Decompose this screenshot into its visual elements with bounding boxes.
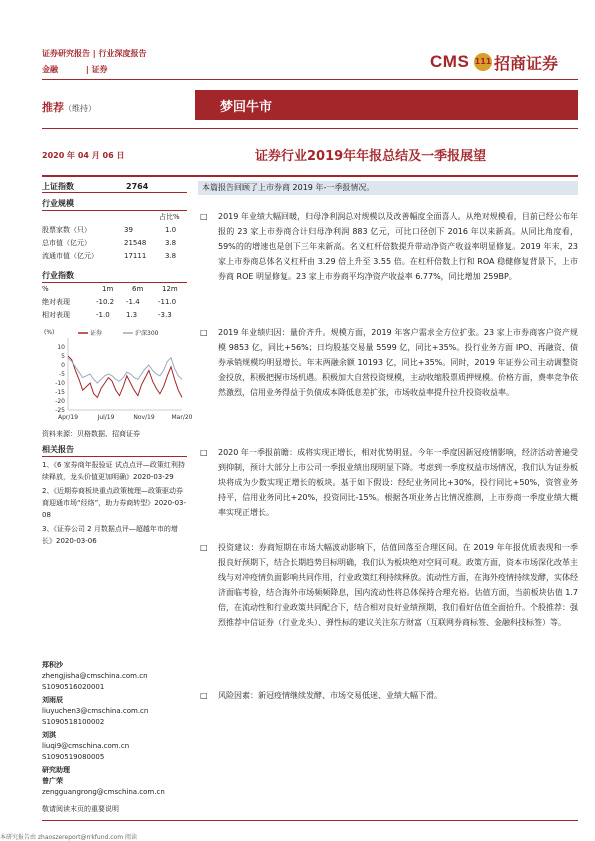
legend-label: 沪深300 [135, 330, 159, 337]
scale-label: 总市值（亿元） [42, 239, 91, 247]
report-date: 2020 年 04 月 06 日 [42, 151, 125, 160]
rating: 推荐（维持） [42, 101, 96, 114]
analyst-email[interactable]: liuqi9@cmschina.com.cn [42, 742, 130, 750]
analyst [42, 695, 187, 728]
related-item[interactable]: 3、《证券公司 2 月数据点评—超越年市的增长》2020-03-06 [42, 525, 178, 545]
scale-col-header: 占比% [159, 213, 180, 221]
perf-value: -1.4 [126, 298, 140, 306]
analyst [42, 765, 187, 798]
perf-label: 绝对表现 [42, 298, 70, 306]
related-heading: 相关报告 [42, 443, 187, 457]
related-item[interactable]: 2、《近期券商板块重点政策梳理—政策驱动券商迎通市场“经络”，助力券商转型》2020-03-08 [42, 487, 187, 519]
perf-value: -3.3 [158, 311, 172, 319]
analyst [42, 730, 187, 763]
sidebar [42, 180, 193, 549]
top-divider [42, 79, 578, 80]
analyst-id: S1090519080005 [42, 753, 105, 761]
analyst-name: 研究助理 曾广荣 [42, 766, 70, 785]
scale-heading: 行业规模 [42, 197, 187, 211]
scale-value: 39 [124, 226, 133, 234]
perf-value: 1.3 [126, 311, 138, 319]
analyst-email[interactable]: zhengjisha@cmschina.com.cn [42, 672, 148, 680]
perf-col-header: % 1m 6m 12m [42, 285, 178, 293]
title-divider-top [42, 128, 578, 129]
chart-source: 资料来源：贝格数据、招商证券 [42, 430, 140, 438]
y-tick-label: 10 [57, 344, 65, 351]
analyst [42, 660, 187, 693]
company-logo [430, 50, 580, 74]
title-divider-bottom [42, 175, 578, 177]
analyst-email[interactable]: liuyuchen3@cmschina.com.cn [42, 707, 149, 715]
y-tick-label: -25 [55, 407, 65, 414]
scale-value: 21548 [124, 239, 147, 247]
report-type: 证券研究报告 [42, 49, 90, 58]
y-tick-label: 0 [61, 362, 65, 369]
analyst-name: 刘淇 [42, 731, 56, 739]
perf-value: -1.0 [96, 311, 110, 319]
bullet-icon: □ [200, 543, 208, 552]
bullet-icon: □ [200, 448, 208, 457]
bullet-icon: □ [200, 328, 208, 337]
scale-share: 3.8 [165, 239, 177, 247]
index-row: 上证指数 2764 [42, 180, 187, 193]
related-item[interactable]: 1、《6 家券商年报验证 试点点评—政策红利持续释放，龙头价值更加明确》2020-03-29 [42, 461, 185, 481]
banner: 梦回牛市 [195, 90, 578, 120]
footnote: 敬请阅读末页的重要说明 [42, 805, 119, 813]
paragraph-text: 2019 年业绩大幅回暖，归母净利润总对规模以及改善幅度全面喜人。从绝对规模看，目前已经公布年报的 23 家上市券商合计归母净利润 883 亿元，可比口径创下 2016 年以来新高。从同比角度看，59%的的增速也是创下三年来新高。名义杠杆倍数提升带动净资产收益率明显修复。2019 年末，23 家上市券商总体名义杠杆由 3.29 倍上升至 3.55 倍。在杠杆倍数上行和 ROA 稳健修复背景下，上市券商 ROE 明显修复。23 家上市券商平均净资产收益率 6.77%，同比增加 259BP。 [218, 212, 578, 281]
series-line [68, 358, 182, 383]
analyst-name: 刘雨辰 [42, 696, 63, 704]
perf-row [42, 296, 187, 309]
report-subtype: 行业深度报告 [98, 49, 147, 58]
scale-row [42, 250, 187, 263]
logo-cms: CMS [430, 52, 470, 71]
bullet-paragraph [200, 688, 578, 703]
bullet-icon: □ [200, 212, 208, 221]
analyst-id: S1090516020001 [42, 683, 105, 691]
paragraph-text: 投资建议：券商短期在市场大幅波动影响下，估值回落至合理区间。在 2019 年年报优质表现和一季报良好预期下，结合长期趋势目标明确，我们认为板块绝对空间可观。政策方面，资本市场深化改革主线与对冲疫情负面影响共同作用，行业政策红利持续释放。流动性方面，在海外疫情持续发酵，实体经济面临考验，结合海外市场频频降息，国内流动性将总体保持合理充裕。估值方面，当前板块估值 1.7 倍，在流动性和行业政策共同配合下，结合相对良好业绩预期，我们看好估值全面抬升。个股推荐：强烈推荐中信证券（行业龙头）、弹性标的建议关注东方财富（互联网券商标签、金融科技标签）等。 [218, 543, 578, 627]
paragraph-text: 2019 年业绩归因：量价齐升。规模方面，2019 年客户需求全方位扩张。23 家上市券商客户资产规模 9853 亿，同比+56%；日均股基交易量 5599 亿，同比+35%。投行业务方面 IPO、再融资、债券承销规模均明显增长。年末两融余额 10193 亿，同比+35%。同时，2019 年证券公司主动调整资金投放，积极把握市场机遇。积极加大自营投资规模，主动收缩股票质押规模。价格方面，费率竞争依然激烈，信用业务得益于负债成本降低息差扩张，市场收益率提升拉升投资收益率。 [218, 328, 578, 397]
paragraph-text: 风险因素：新冠疫情继续发酵、市场交易低迷、业绩大幅下滑。 [218, 691, 442, 700]
perf-label: 相对表现 [42, 311, 70, 319]
y-tick-label: -20 [55, 398, 65, 405]
x-tick-label: Jul/19 [97, 414, 115, 421]
scale-label: 股票家数（只） [42, 226, 91, 234]
logo-cn: 招商证券 [494, 54, 559, 73]
perf-value: -11.0 [158, 298, 177, 306]
bullet-paragraph [200, 540, 578, 630]
perf-row [42, 309, 187, 322]
paragraph-text: 2020 年一季报前瞻：成将实现正增长，相对优势明显。今年一季度因新冠疫情影响，经济活动普遍受到抑制，预计大部分上市公司一季报业绩出现明显下降。考虑到一季度权益市场情况，我们认为证券板块将成为少数实现正增长的板块。基于如下假设：经纪业务同比+30%，投行同比+50%，资管业务持平，信用业务同比+20%，投资同比-15%。根据各项业务占比情况推测，上市券商一季度业绩大概率实现正增长。 [218, 448, 578, 517]
y-tick-label: -15 [55, 389, 65, 396]
performance-chart [42, 324, 193, 424]
perf-heading: 行业指数 [42, 269, 187, 283]
x-tick-label: Mar/20 [171, 414, 193, 421]
legend-label: 证券 [90, 330, 103, 337]
y-tick-label: 5 [61, 353, 65, 360]
x-tick-label: Nov/19 [133, 414, 155, 421]
bullet-paragraph [200, 209, 578, 284]
intro-bar: 本篇报告回顾了上市券商 2019 年-一季报情况。 [198, 181, 578, 195]
scale-label: 流通市值（亿元） [42, 252, 98, 260]
header-tags: 证券研究报告 | 行业深度报告 金融 | 证券 [42, 46, 147, 78]
logo-mark-icon: 111 [474, 53, 492, 71]
footer-line [42, 820, 578, 821]
bullet-paragraph [200, 445, 578, 520]
scale-row [42, 224, 187, 237]
scale-share: 1.0 [165, 226, 177, 234]
y-tick-label: -5 [59, 371, 65, 378]
bullet-paragraph [200, 325, 578, 400]
analyst-id: S1090518100002 [42, 718, 105, 726]
chart-ylabel: (%) [44, 329, 55, 336]
watermark: 本研究报告由 zhaoszereport@rrkfund.com 阅读 [0, 834, 137, 841]
scale-value: 17111 [124, 252, 147, 260]
analyst-email[interactable]: zengguangrong@cmschina.com.cn [42, 788, 165, 796]
y-tick-label: -10 [55, 380, 65, 387]
sector: 金融 [42, 65, 58, 74]
bullet-icon: □ [200, 691, 208, 700]
report-title: 证券行业2019年年报总结及一季报展望 [255, 149, 487, 164]
analyst-name: 郑积沙 [42, 661, 63, 669]
scale-share: 3.8 [165, 252, 177, 260]
subsector: 证券 [91, 65, 108, 74]
perf-value: -10.2 [96, 298, 115, 306]
x-tick-label: Apr/19 [57, 414, 79, 421]
scale-row [42, 237, 187, 250]
